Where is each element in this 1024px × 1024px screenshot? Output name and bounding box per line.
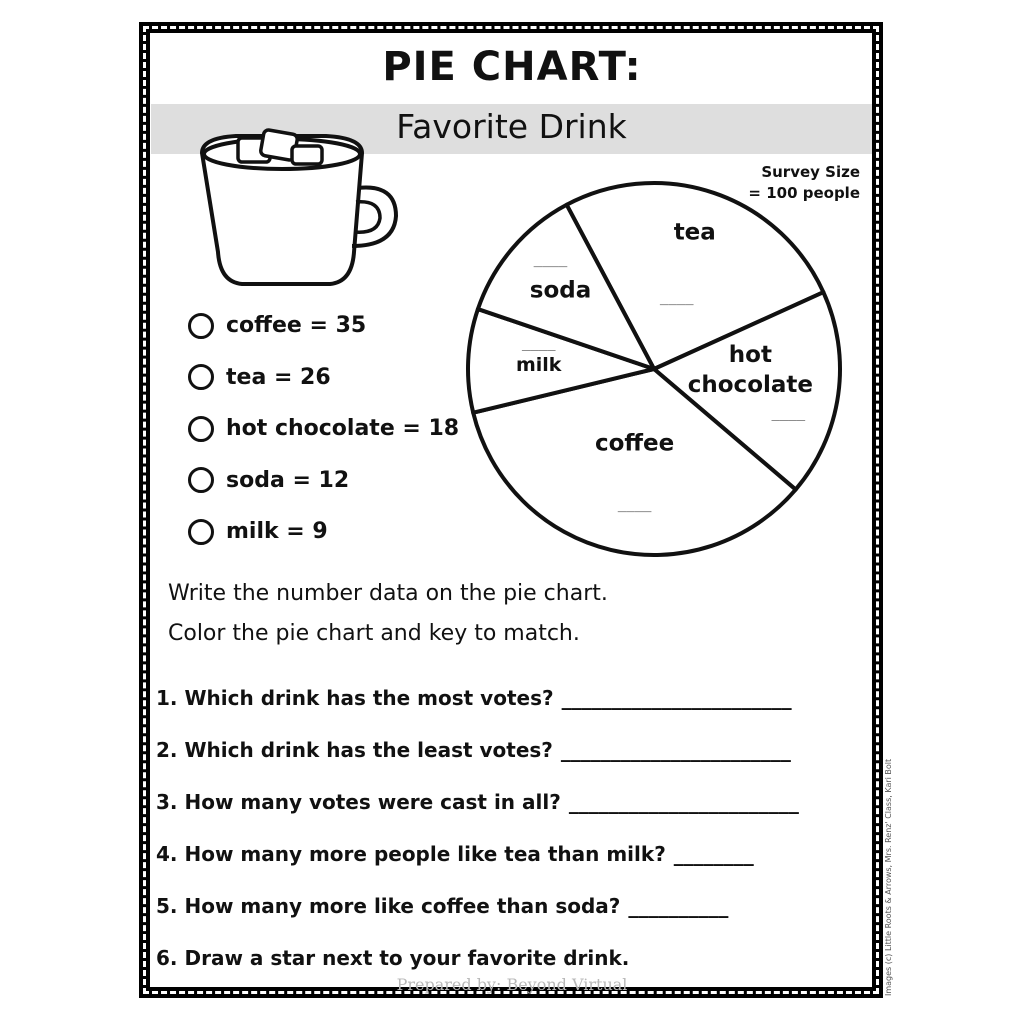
image-credit: Images (c) Little Roots & Arrows, Mrs. Renz' Class, Kari Bolt bbox=[884, 758, 893, 996]
question-row bbox=[156, 828, 871, 880]
slice-value-blank[interactable]: ____ bbox=[533, 251, 568, 268]
slice-label: hot bbox=[728, 342, 772, 369]
pie-key bbox=[188, 300, 459, 558]
key-item bbox=[188, 506, 459, 558]
survey-size-line: Survey Size bbox=[761, 163, 860, 181]
answer-blank[interactable]: __________ bbox=[628, 894, 729, 918]
question-row bbox=[156, 724, 871, 776]
key-item bbox=[188, 403, 459, 455]
question-row bbox=[156, 672, 871, 724]
key-label: coffee = 35 bbox=[226, 313, 367, 339]
slice-value-blank[interactable]: ____ bbox=[521, 335, 556, 352]
key-label: milk = 9 bbox=[226, 519, 328, 545]
slice-label: tea bbox=[673, 219, 716, 246]
survey-size-value: = 100 people bbox=[748, 184, 860, 202]
watermark: Prepared by: Beyond Virtual bbox=[396, 975, 628, 994]
key-item bbox=[188, 300, 459, 352]
slice-value-blank[interactable]: ____ bbox=[617, 496, 652, 513]
answer-blank[interactable]: ________ bbox=[673, 842, 754, 866]
slice-label: chocolate bbox=[687, 372, 814, 399]
instructions bbox=[168, 574, 608, 654]
key-circle[interactable] bbox=[188, 416, 214, 442]
slice-value-blank[interactable]: ____ bbox=[771, 405, 806, 422]
question-text: 5. How many more like coffee than soda? bbox=[156, 894, 621, 918]
key-circle[interactable] bbox=[188, 467, 214, 493]
slice-label: coffee bbox=[594, 430, 675, 457]
slice-label: milk bbox=[515, 354, 562, 377]
key-label: tea = 26 bbox=[226, 364, 331, 390]
instruction-line: Write the number data on the pie chart. bbox=[168, 581, 608, 606]
question-text: 3. How many votes were cast in all? bbox=[156, 790, 561, 814]
instruction-line: Color the pie chart and key to match. bbox=[168, 621, 580, 646]
question-text: 2. Which drink has the least votes? bbox=[156, 738, 553, 762]
pie-chart bbox=[464, 176, 844, 566]
key-item bbox=[188, 352, 459, 404]
key-item bbox=[188, 455, 459, 507]
page-title: PIE CHART: bbox=[382, 44, 642, 90]
answer-blank[interactable]: _______________________ bbox=[568, 790, 799, 814]
key-label: hot chocolate = 18 bbox=[226, 416, 460, 442]
key-label: soda = 12 bbox=[226, 467, 350, 493]
hot-chocolate-mug-icon bbox=[196, 128, 402, 288]
answer-blank[interactable]: _______________________ bbox=[560, 738, 791, 762]
slice-value-blank[interactable]: ____ bbox=[659, 289, 694, 306]
question-list bbox=[156, 672, 871, 984]
chart-subtitle: Favorite Drink bbox=[396, 107, 627, 146]
question-text: 4. How many more people like tea than milk? bbox=[156, 842, 666, 866]
slice-label: soda bbox=[529, 277, 592, 304]
question-row bbox=[156, 880, 871, 932]
question-text: 1. Which drink has the most votes? bbox=[156, 686, 554, 710]
question-row bbox=[156, 776, 871, 828]
key-circle[interactable] bbox=[188, 519, 214, 545]
key-circle[interactable] bbox=[188, 364, 214, 390]
answer-blank[interactable]: _______________________ bbox=[561, 686, 792, 710]
question-text: 6. Draw a star next to your favorite drink. bbox=[156, 946, 630, 970]
key-circle[interactable] bbox=[188, 313, 214, 339]
